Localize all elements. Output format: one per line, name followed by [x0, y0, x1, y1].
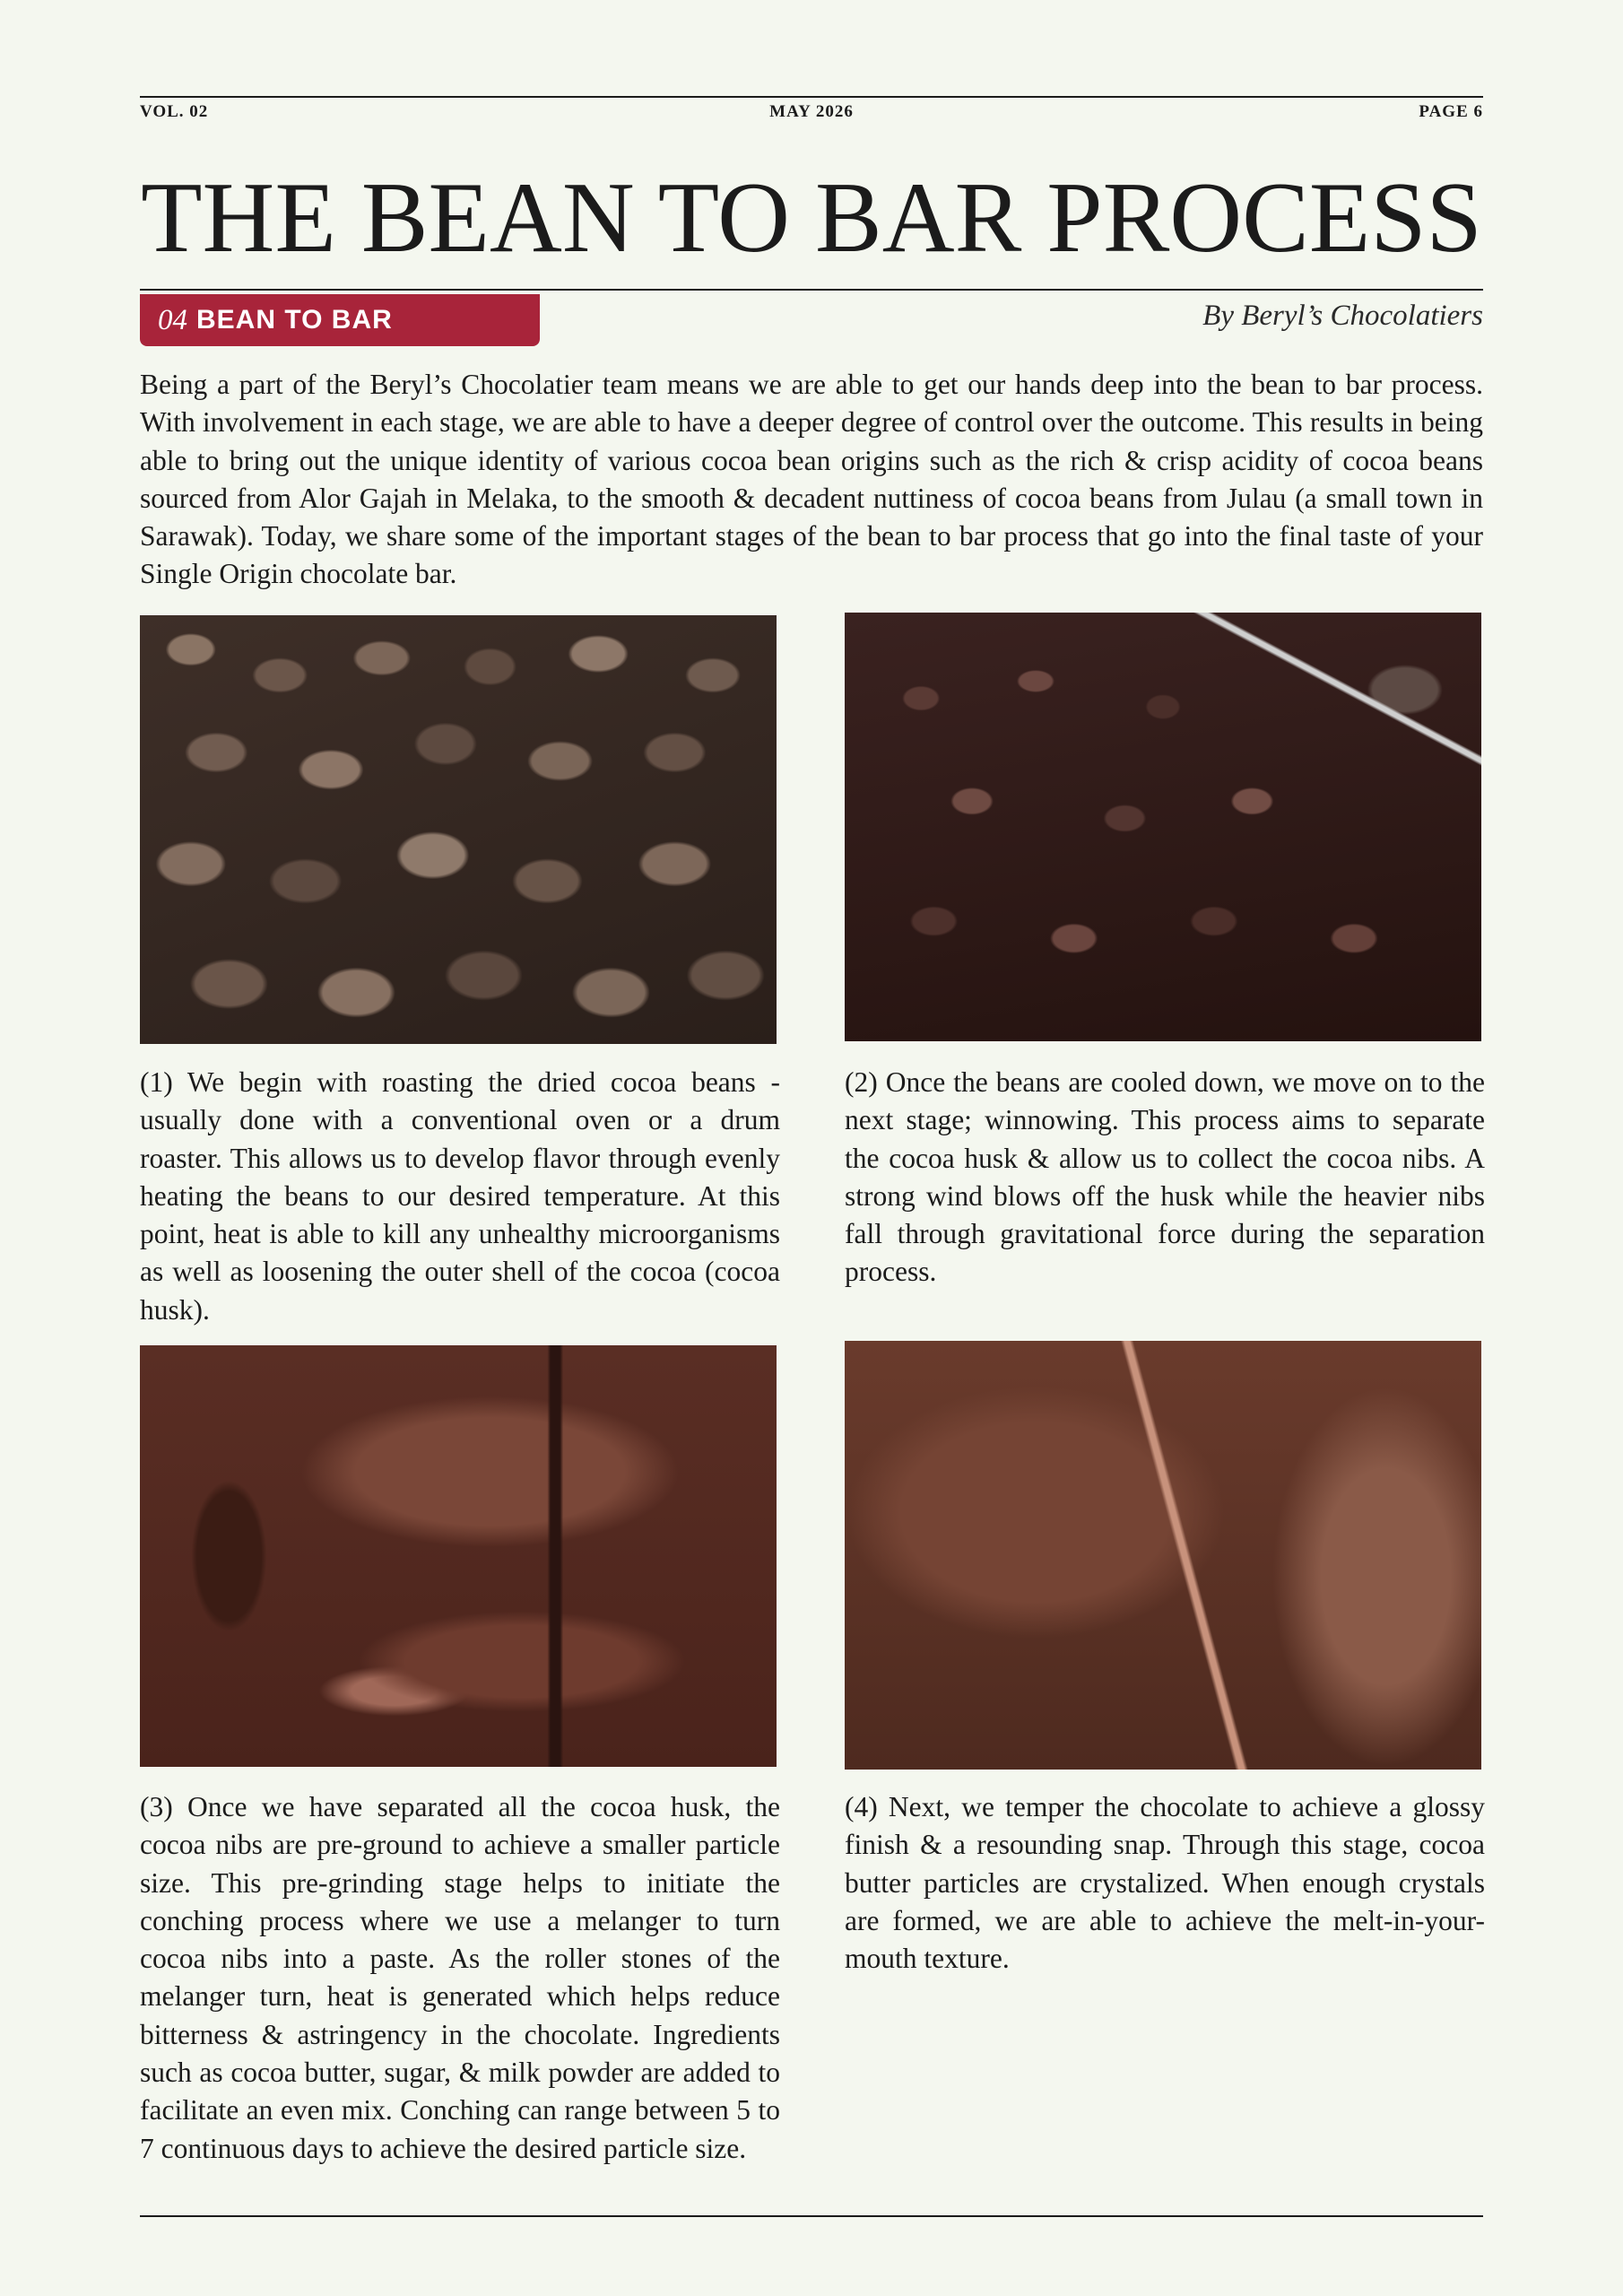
issue-meta [140, 102, 1483, 127]
step-3-caption: (3) Once we have separated all the cocoa husk, the cocoa nibs are pre-ground to achieve a smaller particle size. This pre-grinding stage helps to initiate the conching process where we use a melanger to turn cocoa nibs into a paste. As the roller stones of the melanger turn, heat is generated which helps reduce bitterness & astringency in the chocolate. Ingredients such as cocoa butter, sugar, & milk powder are added to facilitate an even mix. Conching can range between 5 to 7 continuous days to achieve the desired particle size. [140, 1791, 780, 2164]
intro-paragraph: Being a part of the Beryl’s Chocolatier team means we are able to get our hands deep into the bean to bar process. With involvement in each stage, we are able to have a deeper degree of control over the outcome. This results in being able to bring out the unique identity of various cocoa bean origins such as the rich & crisp acidity of cocoa beans sourced from Alor Gajah in Melaka, to the smooth & decadent nuttiness of cocoa beans from Julau (a small town in Sarawak). Today, we share some of the important stages of the bean to bar process that go into the final taste of your Single Origin chocolate bar. [140, 369, 1483, 590]
tempering-chocolate-photo [845, 1341, 1481, 1770]
bottom-rule [140, 2215, 1483, 2217]
cocoa-nibs-photo [845, 613, 1481, 1041]
volume-label: VOL. 02 [140, 102, 209, 121]
section-badge [140, 294, 540, 346]
section-title: BEAN TO BAR [196, 305, 393, 335]
step-2-caption: (2) Once the beans are cooled down, we move on to the next stage; winnowing. This process aims to separate the cocoa husk & allow us to collect the cocoa nibs. A strong wind blows off the husk while the heavier nibs fall through gravitational force during the separation process. [845, 1066, 1485, 1288]
step-1-caption: (1) We begin with roasting the dried cocoa beans - usually done with a conventional oven or a drum roaster. This allows us to develop flavor through evenly heating the beans to our desired temperature. At this point, heat is able to kill any unhealthy microorganisms as well as loosening the outer shell of the cocoa (cocoa husk). [140, 1066, 780, 1326]
title-rule [140, 289, 1483, 291]
section-number: 04 [158, 303, 187, 336]
melanger-chocolate-photo [140, 1345, 777, 1767]
page-number: PAGE 6 [1419, 102, 1483, 121]
step-4-caption: (4) Next, we temper the chocolate to achieve a glossy finish & a resounding snap. Through this stage, cocoa butter particles are crystalized. When enough crystals are formed, we are able to achieve the melt-in-your-mouth texture. [845, 1791, 1485, 1975]
page-title: THE BEAN TO BAR PROCESS [141, 162, 1482, 274]
roasted-cocoa-beans-photo [140, 615, 777, 1044]
top-rule [140, 96, 1483, 98]
issue-date: MAY 2026 [769, 102, 854, 121]
byline: By Beryl’s Chocolatiers [1202, 300, 1483, 332]
